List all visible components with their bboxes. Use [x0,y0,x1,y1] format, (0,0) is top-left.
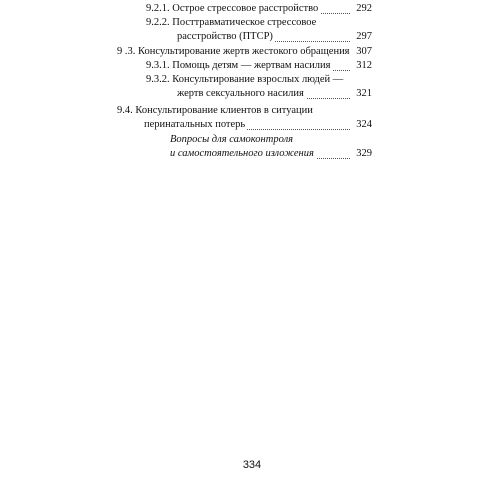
page-number: 334 [242,459,262,471]
toc-entry-9-2-2-line1 [146,17,372,29]
toc-number: 9.3.2. [146,74,170,85]
toc-questions-line1 [170,134,372,146]
toc-page: 321 [353,88,372,100]
toc-title: Посттравматическое стрессовое [172,17,317,28]
toc-title: Консультирование клиентов в ситуации [135,105,313,116]
toc-number: 9 .3. [117,46,136,57]
toc-entry-9-3-2-line1 [146,74,372,86]
toc-title: Вопросы для самоконтроля [170,134,294,145]
toc-entry-9-3-2-line2 [177,88,372,100]
toc-title: Острое стрессовое расстройство [172,3,319,14]
toc-number: 9.3.1. [146,60,170,71]
toc-entry-9-2-2-line2 [177,31,372,43]
toc-number: 9.2.2. [146,17,170,28]
toc-title-cont: расстройство (ПТСР) [177,31,273,42]
toc-entry-9-4-line2 [144,119,372,131]
toc-entry-9-3-1 [146,60,372,72]
toc-title-cont: перинатальных потерь [144,119,246,130]
toc-entry-9-4-line1 [117,105,372,117]
toc-page: 307 [353,46,372,58]
toc-page: 297 [353,31,372,43]
toc-page: 292 [353,3,372,15]
toc-title-cont: жертв сексуального насилия [177,88,304,99]
toc-number: 9.4. [117,105,133,116]
toc-title: Консультирование взрослых людей — [172,74,344,85]
toc-questions-line2 [170,148,372,160]
toc-page: 329 [353,148,372,160]
toc-number: 9.2.1. [146,3,170,14]
toc-title: Помощь детям — жертвам насилия [172,60,331,71]
toc-title: Консультирование жертв жестокого обращения [138,46,350,57]
toc-entry-9-3 [117,46,372,58]
toc-page: 324 [353,119,372,131]
toc-page: 312 [353,60,372,72]
toc-title-cont: и самостоятельного изложения [170,148,314,159]
toc-entry-9-2-1 [146,3,372,15]
